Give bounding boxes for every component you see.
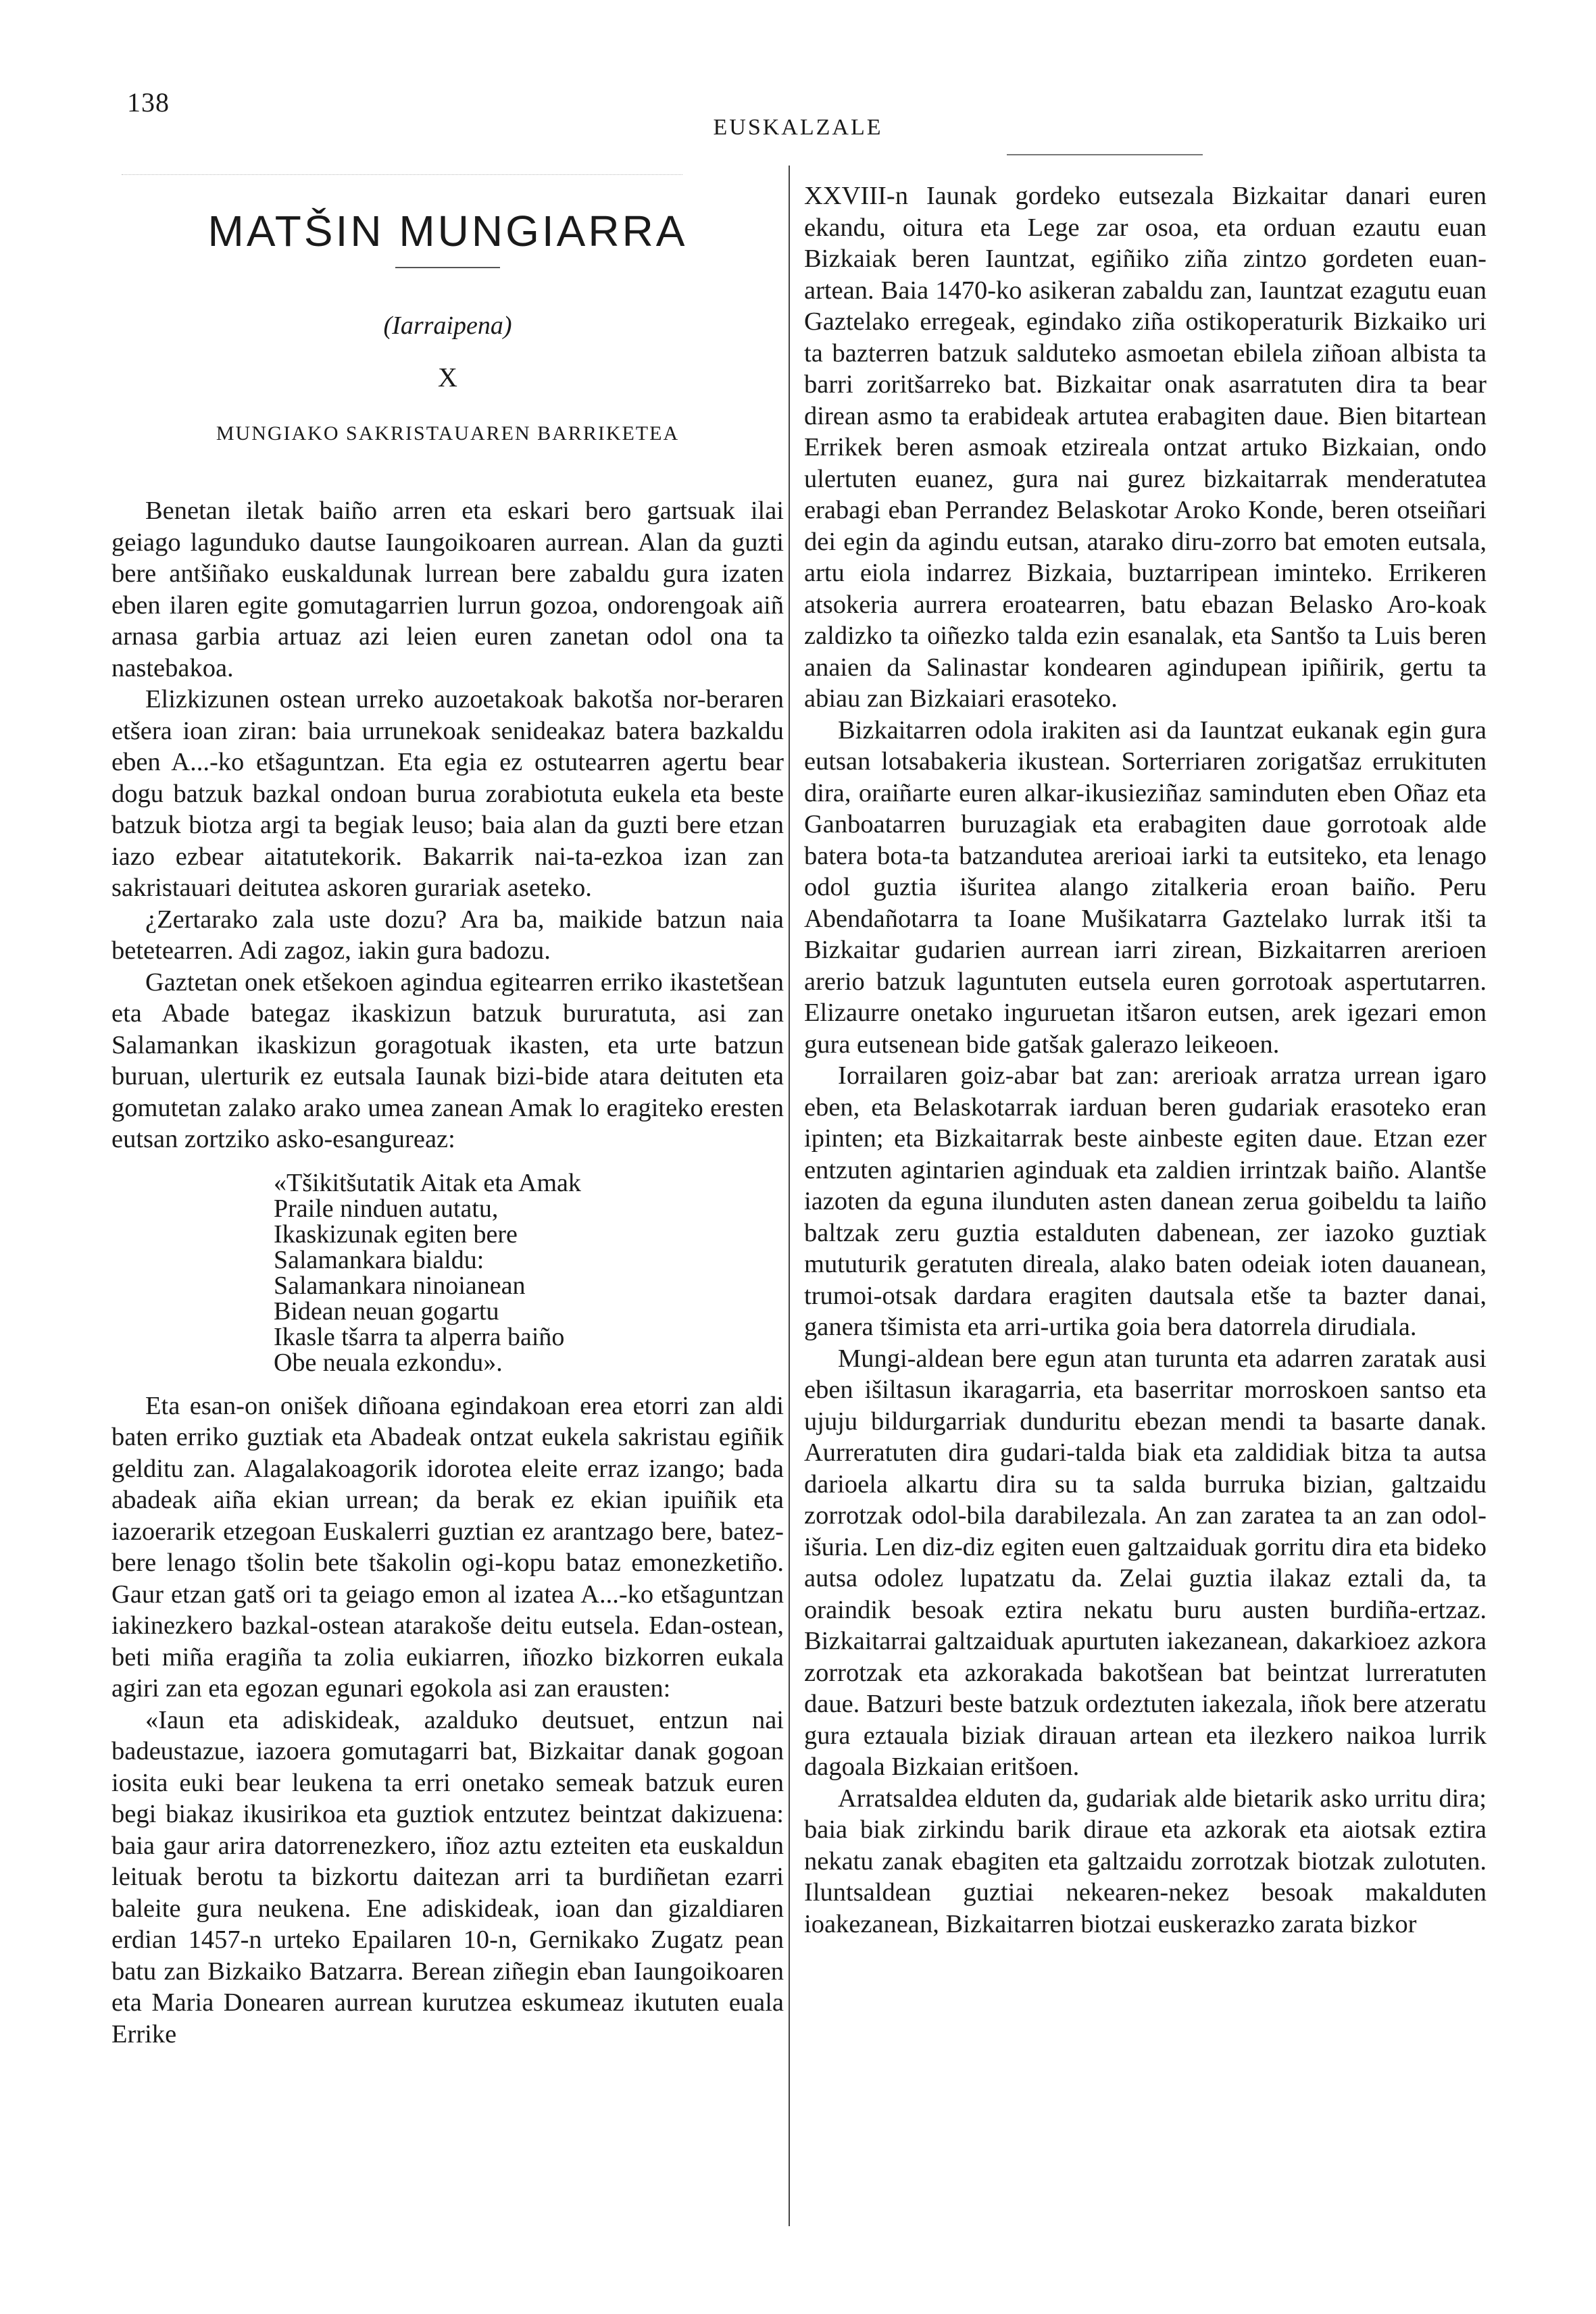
paragraph: Benetan iletak baiño arren eta eskari bero gartsuak ilai geiago lagunduko dautse Iaungoikoaren aurrean. Alan da guzti bere antšiñako euskaldunak lurrean bere zabaldu gura izaten eben ilaren egite gomutagarrien lurrun gozoa, ondorengoak aiñ arnasa garbia artuaz azi leien euren zanetan odol ona ta nastebakoa. [111, 497, 784, 682]
paragraph: Mungi-aldean bere egun atan turunta eta adarren zaratak ausi eben išiltasun ikaragarria, eta baserritar morroskoen santso eta ujuju bildurgarriak dunduritu ebezan mendi ta basarte danak. Aurreratuten dira gudari-talda biak eta zaldidiak bitza ta autsa darioela alkartu dira su ta salda burruka bizian, galtzaidu zorrotzak odol-bila darabilezala. An zan zaratea ta an zan odol-išuria. Len diz-diz egiten euen galtzaiduak gorritu dira eta bideko autsa odolez lupatzatu da. Zelai guztia ilakaz eztali da, ta oraindik besoak eztira nekatu buru austen burdiña-ertzaz. Bizkaitarrai galtzaiduak apurtuten iakezanean, dakarkioez azkora zorrotzak eta azkorakada bakotšean bat beintzat lurreratuten daue. Batzuri beste batzuk ordeztuten iakezala, iñok bere atzeratu gura eztauala biziak dirauan artean eta ilezkero naikoa lurrik dagoala Bizkaian eritšoen. [804, 1344, 1487, 1781]
paragraph: «Iaun eta adiskideak, azalduko deutsuet, entzun nai badeustazue, iazoera gomutagarri bat, Bizkaitar danak gogoan iosita euki bear leukena ta erri onetako semeak batzuk euren begi biakaz ikusirikoa eta guztiok entzutez beintzat dakizuena: baia gaur arira datorrenezkero, iñoz aztu ezteiten eta euskaldun leituak berotu ta bizkortu daitezan arri ta burdiñetan ezarri baleite gura neukena. Ene adiskideak, ioan dan gizaldiaren erdian 1457-n urteko Epailaren 10-n, Gernikako Zugatz pean batu zan Bizkaiko Batzarra. Berean ziñegin eban Iaungoikoaren eta Maria Donearen aurrean kurutzea eskumeaz ikututen euala Errike [111, 1705, 784, 2048]
header-rule-right [1007, 154, 1203, 155]
verse-line: Bidean neuan gogartu [274, 1297, 499, 1326]
article-title: MATŠIN MUNGIARRA [207, 207, 688, 255]
verse-line: Obe neuala ezkondu». [274, 1348, 503, 1377]
paragraph: ¿Zertarako zala uste dozu? Ara ba, maikide batzun naia betetearren. Adi zagoz, iakin gura badozu. [111, 905, 784, 965]
right-column-body [804, 180, 1487, 1940]
verse-line: Ikaskizunak egiten bere [274, 1219, 518, 1249]
verse-line: Ikasle tšarra ta alperra baiño [274, 1322, 565, 1351]
running-head: EUSKALZALE [713, 115, 883, 140]
paragraph: Arratsaldea elduten da, gudariak alde bietarik asko urritu dira; baia biak zirkindu barik diraue eta azkorak eta aiotsak eztira nekatu zanak ebagiten eta galtzaidu zorrotzak biotzak zulotuten. Iluntsaldean guztiai nekearen-nekez besoak makalduten ioakezanean, Bizkaitarren biotzai euskerazko zarata bizkor [804, 1784, 1487, 1938]
column-divider [789, 166, 790, 2226]
article-subtitle: (Iarraipena) [383, 311, 512, 340]
left-column-body [111, 495, 784, 2050]
paragraph: Iorrailaren goiz-abar bat zan: arerioak arratza urrean igaro eben, eta Belaskotarrak iarduan beren gudariak erasoteko eran ipinten; eta Bizkaitarrak beste ainbeste egiten daue. Etzan ezer entzuten agintarien aginduak eta zaldien irrintzak baiño. Alantše iazoten da eguna ilunduten asten danean zerua goibeldu ta laiño baltzak zeru guztia estalduten dabenean, zer iazoko guztiak mututurik geratuten direala, alako baten odeiak ioten dauanean, trumoi-otsak dardara eragiten dautsala etše ta bazter danai, ganera tšimista eta arri-urtika goia bera datorrela dirudiala. [804, 1061, 1487, 1341]
section-heading: MUNGIAKO SAKRISTAUAREN BARRIKETEA [216, 422, 680, 445]
paragraph: Eta esan-on onišek diñoana egindakoan erea etorri zan aldi baten erriko guztiak eta Abadeak ontzat eukela sakristau egiñik gelditu zan. Alagalakoagorik idorotea eleite erraz izango; bada abadeak aiña ekian urrean; da berak ez ekian ipuiñik eta iazoerarik etzegoan Euskalerri guztian ez arantzago bere, batez-bere lenago tšolin bete tšakolin ogi-kopu bataz emonezketiño. Gaur etzan gatš ori ta geiago emon al izatea A...-ko etšaguntzan iakinezkero bazkal-ostean atarakoše deitu eutsela. Edan-ostean, beti miña eragiña ta zolia eukiarren, iñozko bizkorren eukala agiri zan eta egozan egunari egokola asi zan erausten: [111, 1391, 784, 1703]
paragraph: Elizkizunen ostean urreko auzoetakoak bakotša nor-beraren etšera ioan ziran: baia urrunekoak senideakaz batera bazkaldu eben A...-ko etšaguntzan. Eta egia ez ostutearren agertu bear dogu batzuk bazkal ondoan burua zorabiotuta eukela eta beste batzuk biotza argi ta begiak leuso; baia alan da guzti bere etzan iazo ezbear aitatutekorik. Bakarrik nai-ta-ezkoa izan zan sakristauari deitutea askoren gurariak aseteko. [111, 685, 784, 902]
paragraph: Bizkaitarren odola irakiten asi da Iauntzat eukanak egin gura eutsan lotsabakeria ikustean. Sorterriaren zorigatšaz errukituten dira, oraiñarte euren alkar-ikusieziñaz saminduten eben Oñaz eta Ganboatarren buruzagiak eta erabagiten daue gorrotoak alde batera bota-ta batzandutea arerioai iarki ta eutsiteko, eta lenago odol guztia išuritea alango zitalkeria eroan baiño. Peru Abendañotarra ta Ioane Mušikatarra Gaztelako lurrak itši ta Bizkaitar gudarien aurrean iarri zirean, Bizkaitarren arerioen arerio batzuk laguntuten eutsela euren gorrotoak aspertutarren. Elizaurre onetako inguruetan itšaron eutsen, arek igezari emon gura eutsenean bide gatšak galerazo leikeoen. [804, 715, 1487, 1059]
verse-line: Salamankara bialdu: [274, 1245, 484, 1274]
paragraph: Gaztetan onek etšekoen agindua egitearren erriko ikastetšean eta Abade bategaz ikaskizun batzuk bururatuta, asi zan Salamankan ikaskizun goragotuak ikasten, eta urte batzun buruan, ulerturik ez eutsala Iaunak bizi-bide atara deituten eta gomutetan zalako arako umea zanean Amak lo eragiteko eresten eutsan zortziko asko-esangureaz: [111, 967, 784, 1153]
verse-line: Praile ninduen autatu, [274, 1194, 499, 1223]
title-rule [395, 267, 500, 268]
chapter-numeral: X [438, 362, 457, 393]
header-rule-left [122, 174, 682, 175]
verse-block [274, 1170, 784, 1376]
verse-line: «Tšikitšutatik Aitak eta Amak [274, 1168, 581, 1197]
page-number: 138 [127, 87, 170, 118]
paragraph-continued: XXVIII-n Iaunak gordeko eutsezala Bizkaitar danari euren ekandu, oitura eta Lege zar osoa, eta orduan ezautu euan Bizkaiak beren Iauntzat, egiñiko ziña zintzo gordeten euan-artean. Baia 1470-ko asikeran zabaldu zan, Iauntzat ezagutu euan Gaztelako erregeak, egindako ziña ostikoperaturik Bizkaiko uri ta bazterren batzuk salduteko asmoetan ebilela ziñoan albista ta barri zoritšarreko bat. Bizkaitar onak asarratuten dira ta bear direan asmo ta erabideak artutea erabagiten daue. Bien bitartean Errikek beren asmoak etzireala ontzat artuko Bizkaian, ondo ulertuten euanez, gura nai gurez bizkaitarrak menderatutea erabagi eban Perrandez Belaskotar Aroko Konde, beren otseiñari dei egin da agindu eutsan, atarako diru-zorro bat emoten eutsala, artu eiola indarrez Bizkaia, buztarripean iminteko. Errikeren atsokeria aurrera eroatearren, batu ebazan Belasko Aro-koak zaldizko ta oiñezko talda ezin esanalak, eta Santšo ta Luis beren anaien da Salinastar kondearen agindupean ipiñirik, gertu ta abiau zan Bizkaiari erasoteko. [804, 182, 1487, 713]
verse-line: Salamankara ninoianean [274, 1271, 526, 1300]
